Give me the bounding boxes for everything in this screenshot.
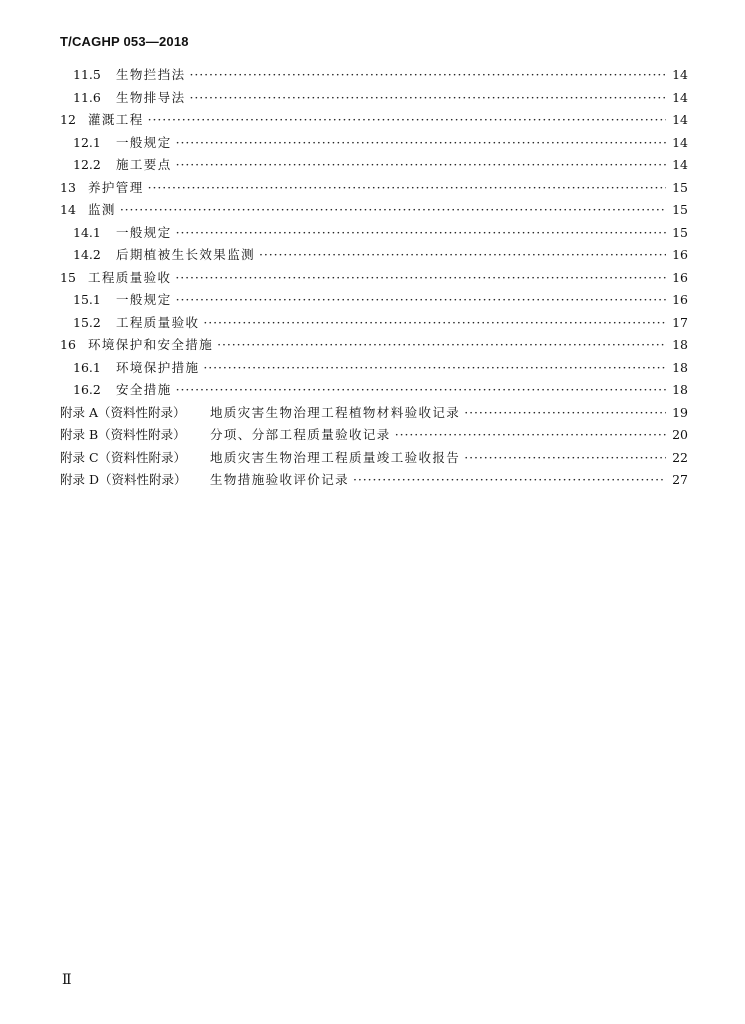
toc-leader-dots [148, 177, 666, 200]
toc-entry-number: 11.6 [73, 89, 101, 105]
toc-leader-dots [190, 64, 666, 87]
toc-entry-title: 地质灾害生物治理工程质量竣工验收报告 [210, 449, 461, 465]
toc-entry[interactable] [60, 199, 688, 222]
toc-entry-page: 17 [672, 314, 688, 330]
toc-entry-number: 15 [60, 269, 76, 285]
toc-entry-page: 22 [672, 449, 688, 465]
toc-entry-page: 18 [672, 359, 688, 375]
toc-entry-title: 生物排导法 [116, 89, 186, 105]
toc-leader-dots [395, 424, 666, 447]
toc-entry-page: 18 [672, 337, 688, 352]
toc-entry[interactable] [60, 222, 688, 245]
toc-entry[interactable] [60, 154, 688, 177]
toc-leader-dots [464, 447, 666, 470]
toc-entry-page: 15 [672, 224, 688, 240]
toc-entry-page: 15 [672, 179, 688, 195]
toc-entry-number: 11.5 [73, 67, 101, 82]
toc-entry-page: 14 [672, 134, 688, 150]
toc-entry-title: 工程质量验收 [88, 269, 172, 285]
toc-leader-dots [217, 334, 666, 357]
toc-entry-number: 15.2 [73, 314, 101, 330]
toc-entry[interactable] [60, 312, 688, 335]
toc-appendix-label: 附录 A（资料性附录） [60, 404, 186, 420]
toc-entry-number: 12.2 [73, 157, 101, 172]
toc-entry-title: 分项、分部工程质量验收记录 [210, 427, 391, 442]
toc-entry-title: 养护管理 [88, 179, 144, 195]
toc-entry[interactable] [60, 87, 688, 110]
toc-entry-page: 18 [672, 382, 688, 397]
toc-leader-dots [175, 267, 666, 290]
toc-leader-dots [464, 402, 666, 425]
toc-leader-dots [176, 379, 666, 402]
toc-entry-page: 14 [672, 157, 688, 172]
toc-leader-dots [176, 289, 666, 312]
toc-leader-dots [176, 222, 666, 245]
toc-entry-page: 20 [672, 427, 688, 442]
toc-entry-number: 12.1 [73, 134, 101, 150]
toc-entry-title: 工程质量验收 [116, 314, 200, 330]
toc-entry-title: 监测 [88, 202, 116, 217]
toc-entry-page: 14 [672, 89, 688, 105]
toc-leader-dots [190, 87, 666, 110]
toc-entry[interactable] [60, 64, 688, 87]
toc-entry[interactable] [60, 379, 688, 402]
toc-entry-page: 27 [672, 472, 688, 487]
toc-entry-title: 灌溉工程 [88, 112, 144, 127]
toc-appendix-label: 附录 C（资料性附录） [60, 449, 187, 465]
toc-entry[interactable] [60, 132, 688, 155]
toc-appendix-entry[interactable] [60, 424, 688, 447]
toc-appendix-entry[interactable] [60, 469, 688, 492]
toc-entry[interactable] [60, 109, 688, 132]
toc-entry-title: 安全措施 [116, 382, 172, 397]
toc-leader-dots [120, 199, 666, 222]
toc-entry[interactable] [60, 244, 688, 267]
toc-entry-number: 13 [60, 179, 76, 195]
table-of-contents [60, 64, 688, 492]
toc-entry-number: 15.1 [73, 292, 101, 307]
toc-leader-dots [353, 469, 666, 492]
toc-entry-page: 16 [672, 292, 688, 307]
toc-entry-title: 地质灾害生物治理工程植物材料验收记录 [210, 404, 461, 420]
toc-entry-title: 环境保护和安全措施 [88, 337, 214, 352]
document-id-header: T/CAGHP 053—2018 [60, 34, 189, 49]
toc-entry-title: 后期植被生长效果监测 [116, 247, 256, 262]
toc-entry-number: 16 [60, 337, 76, 352]
toc-entry-title: 生物拦挡法 [116, 67, 186, 82]
toc-leader-dots [259, 244, 666, 267]
toc-entry[interactable] [60, 334, 688, 357]
toc-appendix-entry[interactable] [60, 447, 688, 470]
toc-entry[interactable] [60, 357, 688, 380]
toc-entry-title: 一般规定 [116, 134, 172, 150]
toc-entry-page: 14 [672, 112, 688, 127]
toc-entry-page: 16 [672, 247, 688, 262]
toc-entry-title: 环境保护措施 [116, 359, 200, 375]
toc-entry-page: 14 [672, 67, 688, 82]
toc-appendix-label: 附录 B（资料性附录） [60, 427, 186, 442]
toc-entry-number: 16.2 [73, 382, 101, 397]
toc-entry-number: 16.1 [73, 359, 101, 375]
toc-entry-number: 12 [60, 112, 76, 127]
page-number-roman: Ⅱ [62, 972, 72, 988]
toc-entry-title: 生物措施验收评价记录 [210, 472, 350, 487]
toc-entry[interactable] [60, 177, 688, 200]
toc-leader-dots [203, 312, 666, 335]
toc-entry-page: 15 [672, 202, 688, 217]
toc-entry[interactable] [60, 267, 688, 290]
toc-entry-page: 19 [672, 404, 688, 420]
toc-leader-dots [148, 109, 666, 132]
toc-entry-page: 16 [672, 269, 688, 285]
toc-entry-title: 施工要点 [116, 157, 172, 172]
toc-entry-number: 14.2 [73, 247, 101, 262]
toc-appendix-entry[interactable] [60, 402, 688, 425]
toc-entry-number: 14 [60, 202, 76, 217]
toc-entry[interactable] [60, 289, 688, 312]
toc-entry-title: 一般规定 [116, 292, 172, 307]
toc-leader-dots [176, 132, 666, 155]
toc-leader-dots [176, 154, 666, 177]
toc-entry-title: 一般规定 [116, 224, 172, 240]
toc-entry-number: 14.1 [73, 224, 101, 240]
toc-leader-dots [203, 357, 666, 380]
toc-appendix-label: 附录 D（资料性附录） [60, 472, 187, 487]
